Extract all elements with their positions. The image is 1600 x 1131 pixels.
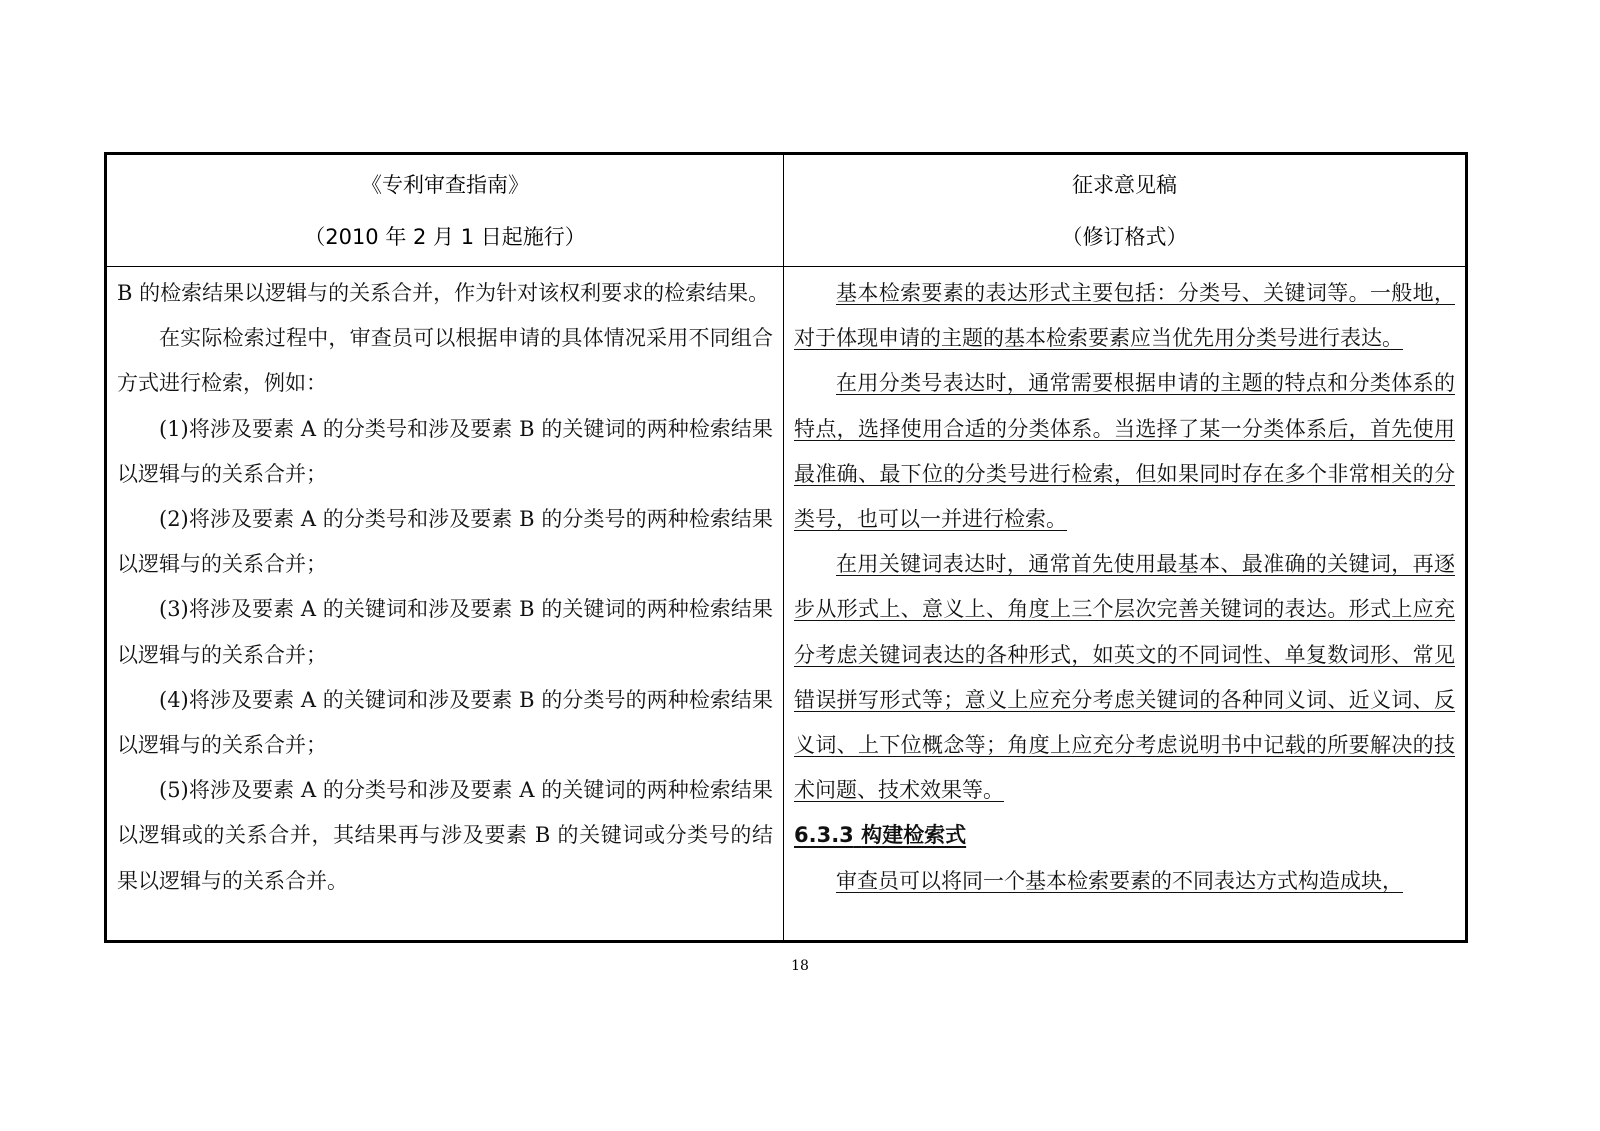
left-paragraph: (5)将涉及要素 A 的分类号和涉及要素 A 的关键词的两种检索结果以逻辑或的关系合并，其结果再与涉及要素 B 的关键词或分类号的结果以逻辑与的关系合并。 xyxy=(117,778,773,893)
left-paragraph: (2)将涉及要素 A 的分类号和涉及要素 B 的分类号的两种检索结果以逻辑与的关系合并； xyxy=(117,507,773,577)
page-number: 18 xyxy=(791,958,809,974)
table-body-row xyxy=(107,267,1465,940)
header-right-title: 征求意见稿 xyxy=(1072,172,1177,197)
table-header-row xyxy=(107,155,1465,267)
header-left-cell xyxy=(107,155,784,266)
right-column-text xyxy=(784,267,1465,940)
header-left-title: 《专利审查指南》 xyxy=(361,172,529,197)
right-paragraph: 在用关键词表达时，通常首先使用最基本、最准确的关键词，再逐步从形式上、意义上、角度上三个层次完善关键词的表达。形式上应充分考虑关键词表达的各种形式，如英文的不同词性、单复数词形、常见错误拼写形式等；意义上应充分考虑关键词的各种同义词、近义词、反义词、上下位概念等；角度上应充分考虑说明书中记载的所要解决的技术问题、技术效果等。 xyxy=(794,552,1455,803)
right-paragraph: 在用分类号表达时，通常需要根据申请的主题的特点和分类体系的特点，选择使用合适的分类体系。当选择了某一分类体系后，首先使用最准确、最下位的分类号进行检索，但如果同时存在多个非常相关的分类号，也可以一并进行检索。 xyxy=(794,371,1455,532)
header-right-cell xyxy=(784,155,1465,266)
comparison-table xyxy=(104,152,1468,943)
header-right-subtitle: （修订格式） xyxy=(1061,224,1188,249)
section-number: 6.3.3 xyxy=(794,823,854,848)
left-paragraph: (4)将涉及要素 A 的关键词和涉及要素 B 的分类号的两种检索结果以逻辑与的关系合并； xyxy=(117,687,773,758)
right-paragraph: 基本检索要素的表达形式主要包括：分类号、关键词等。一般地，对于体现申请的主题的基本检索要素应当优先用分类号进行表达。 xyxy=(794,281,1455,351)
left-paragraph: 在实际检索过程中，审查员可以根据申请的具体情况采用不同组合方式进行检索，例如： xyxy=(117,326,773,396)
section-title: 构建检索式 xyxy=(861,823,967,848)
left-paragraph: (1)将涉及要素 A 的分类号和涉及要素 B 的关键词的两种检索结果以逻辑与的关系合并； xyxy=(117,416,773,486)
left-paragraph: B 的检索结果以逻辑与的关系合并，作为针对该权利要求的检索结果。 xyxy=(117,281,770,305)
left-column-text xyxy=(107,267,784,940)
right-paragraph: 审查员可以将同一个基本检索要素的不同表达方式构造成块， xyxy=(836,868,1403,893)
header-left-subtitle: （2010 年 2 月 1 日起施行） xyxy=(304,224,586,249)
section-heading xyxy=(794,813,1455,858)
left-paragraph: (3)将涉及要素 A 的关键词和涉及要素 B 的关键词的两种检索结果以逻辑与的关系合并； xyxy=(117,597,773,667)
